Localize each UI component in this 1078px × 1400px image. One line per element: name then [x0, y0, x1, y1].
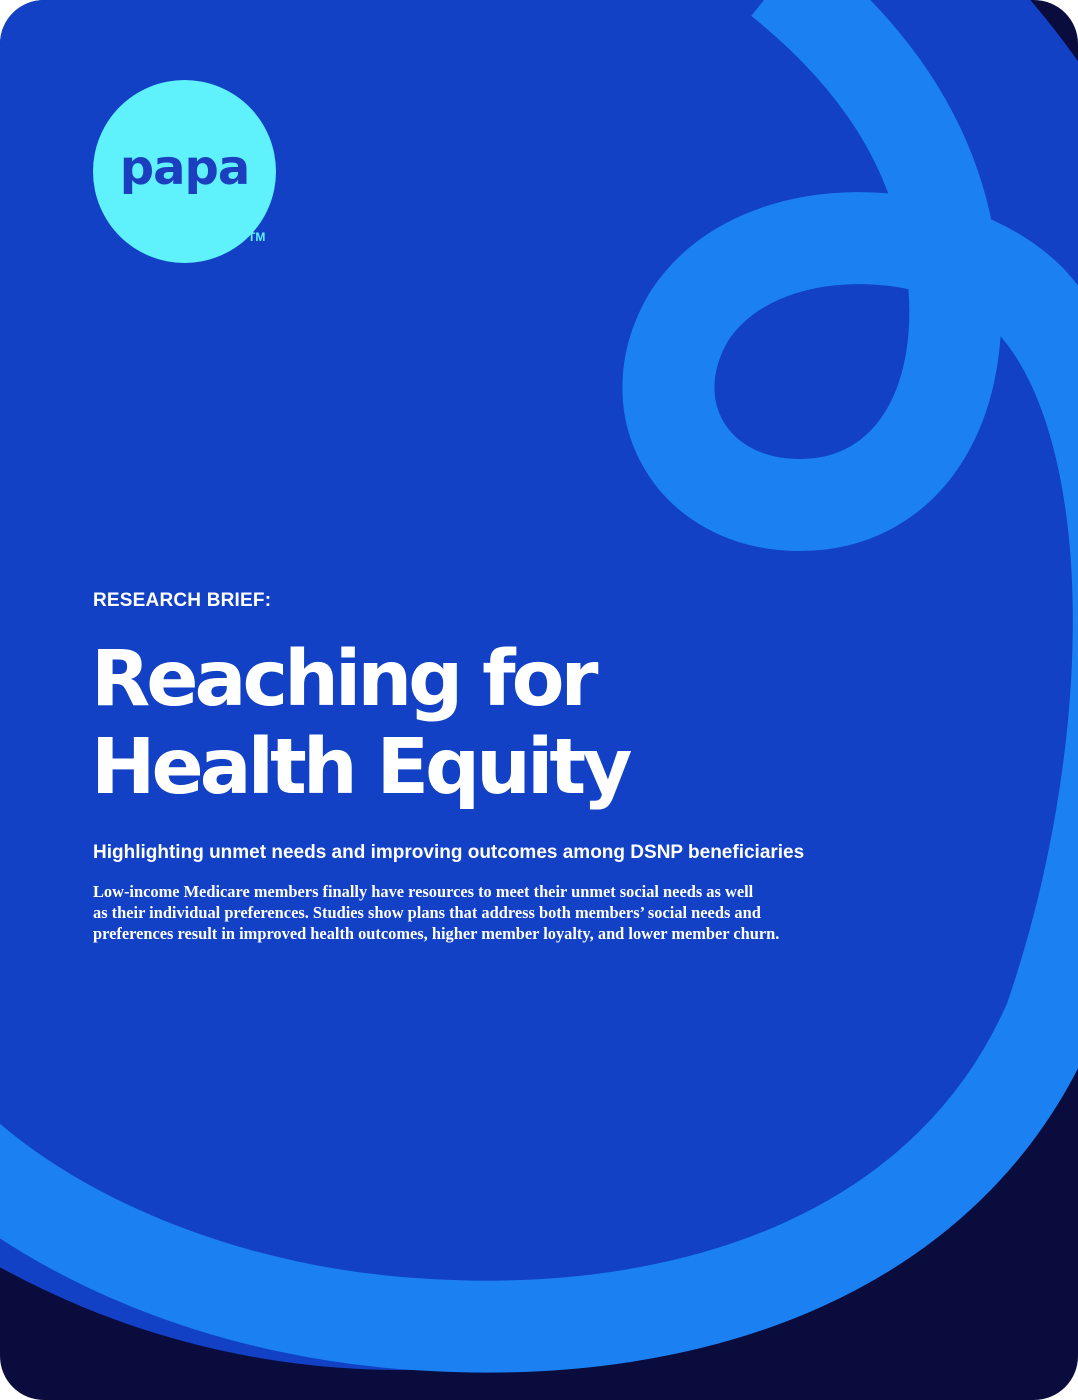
trademark-mark: TM [248, 230, 266, 244]
logo-wordmark: papa [119, 139, 250, 196]
page-title [91, 636, 891, 812]
title-line: Health Equity [91, 723, 629, 812]
intro-line: preferences result in improved health outcomes, higher member loyalty, and lower member churn. [93, 924, 780, 943]
intro-line: Low-income Medicare members finally have resources to meet their unmet social needs as well [93, 882, 754, 901]
intro-paragraph [93, 881, 953, 944]
title-line: Reaching for [91, 635, 595, 724]
eyebrow-label: RESEARCH BRIEF: [93, 590, 272, 611]
intro-line: as their individual preferences. Studies show plans that address both members’ social needs and [93, 903, 761, 922]
subtitle: Highlighting unmet needs and improving outcomes among DSNP beneficiaries [93, 842, 805, 863]
papa-logo [93, 80, 276, 263]
